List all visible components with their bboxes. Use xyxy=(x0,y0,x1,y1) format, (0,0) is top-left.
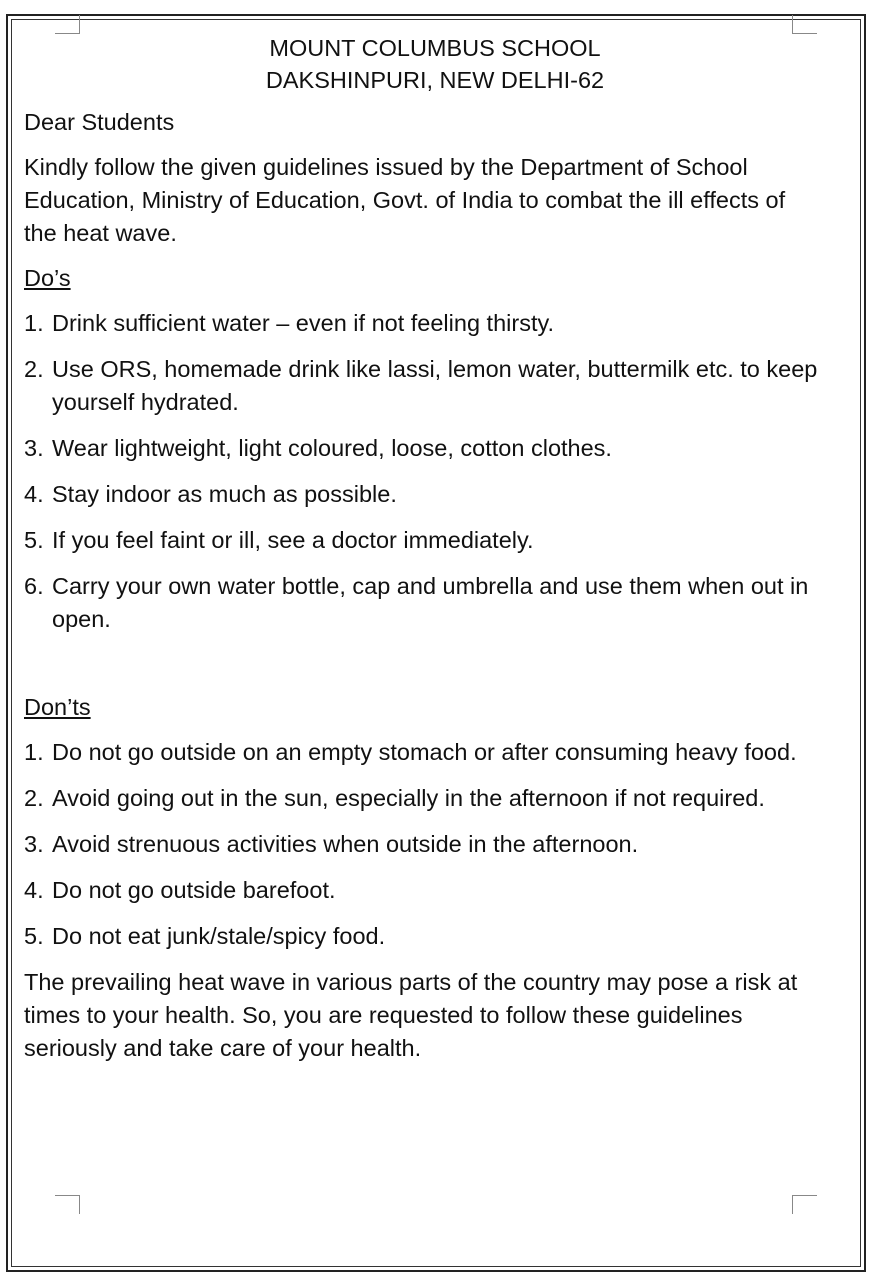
list-number: 3. xyxy=(24,831,44,857)
salutation: Dear Students xyxy=(24,109,175,135)
list-number: 6. xyxy=(24,573,44,599)
list-number: 3. xyxy=(24,435,44,461)
list-number: 1. xyxy=(24,310,44,336)
section-spacer xyxy=(24,649,824,691)
donts-list xyxy=(24,736,824,953)
list-item xyxy=(24,353,824,419)
list-item xyxy=(24,307,824,340)
list-item xyxy=(24,828,824,861)
closing-paragraph: The prevailing heat wave in various parts of the country may pose a risk at times to your health. So, you are requested to follow these guidelines seriously and take care of your health. xyxy=(24,969,798,1061)
list-item xyxy=(24,478,824,511)
list-number: 4. xyxy=(24,481,44,507)
list-item xyxy=(24,432,824,465)
letterhead xyxy=(24,32,824,96)
list-number: 2. xyxy=(24,356,44,382)
list-item xyxy=(24,874,824,907)
school-name: MOUNT COLUMBUS SCHOOL xyxy=(269,35,601,61)
list-item xyxy=(24,570,824,636)
dos-title: Do’s xyxy=(24,265,71,291)
list-text: Drink sufficient water – even if not feeling thirsty. xyxy=(52,310,555,336)
list-number: 1. xyxy=(24,739,44,765)
list-text: Avoid going out in the sun, especially in the afternoon if not required. xyxy=(52,785,765,811)
list-text: Avoid strenuous activities when outside in the afternoon. xyxy=(52,831,639,857)
list-number: 4. xyxy=(24,877,44,903)
list-text: Carry your own water bottle, cap and umbrella and use them when out in open. xyxy=(52,573,809,632)
crop-mark-bottom-right xyxy=(792,1195,817,1214)
list-text: Do not go outside on an empty stomach or after consuming heavy food. xyxy=(52,739,797,765)
list-text: Do not eat junk/stale/spicy food. xyxy=(52,923,386,949)
donts-title: Don’ts xyxy=(24,694,91,720)
list-number: 2. xyxy=(24,785,44,811)
list-text: Wear lightweight, light coloured, loose, cotton clothes. xyxy=(52,435,612,461)
list-text: Do not go outside barefoot. xyxy=(52,877,336,903)
document-body xyxy=(24,32,824,1065)
intro-paragraph: Kindly follow the given guidelines issued by the Department of School Education, Ministry of Education, Govt. of India to combat the ill effects of the heat wave. xyxy=(24,154,786,246)
list-number: 5. xyxy=(24,923,44,949)
list-item xyxy=(24,736,824,769)
list-text: If you feel faint or ill, see a doctor immediately. xyxy=(52,527,534,553)
list-text: Stay indoor as much as possible. xyxy=(52,481,397,507)
crop-mark-bottom-left xyxy=(55,1195,80,1214)
list-item xyxy=(24,524,824,557)
list-item xyxy=(24,920,824,953)
dos-list xyxy=(24,307,824,636)
list-number: 5. xyxy=(24,527,44,553)
school-address: DAKSHINPURI, NEW DELHI-62 xyxy=(265,67,605,93)
list-text: Use ORS, homemade drink like lassi, lemon water, buttermilk etc. to keep yourself hydrated. xyxy=(52,356,818,415)
list-item xyxy=(24,782,824,815)
